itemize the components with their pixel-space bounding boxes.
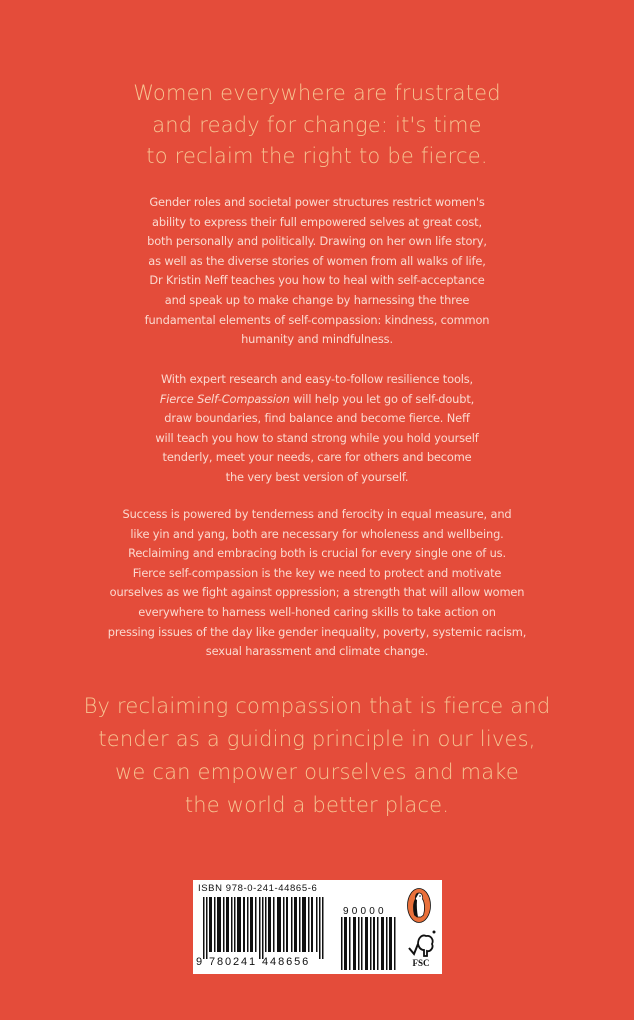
isbn-label: ISBN 978-0-241-44865-6 [198, 883, 318, 894]
paragraph-line: ourselves as we fight against oppression; a strength that will allow women [109, 585, 525, 600]
fsc-logo-icon [405, 928, 437, 968]
blurb-paragraph-2 [0, 370, 634, 488]
headline-bottom-line: we can empower ourselves and make [114, 760, 520, 784]
paragraph-line: Reclaiming and embracing both is crucial for every single one of us. [128, 546, 506, 561]
headline-bottom [0, 690, 634, 822]
paragraph-line: like yin and yang, both are necessary for wholeness and wellbeing. [130, 526, 504, 541]
headline-bottom-line: By reclaiming compassion that is fierce and [83, 694, 551, 718]
blurb-paragraph-3 [0, 505, 634, 662]
paragraph-line: and speak up to make change by harnessing the three [164, 292, 470, 307]
paragraph-line: will teach you how to stand strong while you hold yourself [155, 430, 479, 445]
paragraph-line: Dr Kristin Neff teaches you how to heal with self-acceptance [149, 273, 485, 288]
headline-bottom-line: tender as a guiding principle in our lives, [98, 727, 536, 751]
barcode-digits: 9 780241 448656 [196, 956, 311, 968]
paragraph-line: fundamental elements of self-compassion: kindness, common [144, 312, 490, 327]
isbn-barcode-icon [203, 897, 326, 959]
barcode-addon-digits: 90000 [343, 906, 387, 917]
paragraph-line: humanity and mindfulness. [241, 332, 393, 347]
headline-top-line: to reclaim the right to be fierce. [146, 144, 488, 168]
paragraph-line: Success is powered by tenderness and ferocity in equal measure, and [122, 507, 512, 521]
headline-bottom-line: the world a better place. [184, 793, 450, 817]
penguin-logo-icon [407, 888, 431, 923]
paragraph-line: sexual harassment and climate change. [205, 644, 429, 659]
paragraph-line: everywhere to harness well-honed caring skills to take action on [138, 604, 496, 619]
paragraph-line: With expert research and easy-to-follow resilience tools, [160, 372, 474, 386]
paragraph-line: ability to express their full empowered selves at great cost, [152, 214, 482, 229]
paragraph-line [0, 390, 634, 410]
book-title: Fierce Self-Compassion [159, 391, 290, 406]
paragraph-line: both personally and politically. Drawing on her own life story, [147, 234, 487, 249]
paragraph-line: pressing issues of the day like gender inequality, poverty, systemic racism, [107, 624, 527, 639]
blurb-paragraph-1 [0, 193, 634, 350]
paragraph-line: as well as the diverse stories of women from all walks of life, [148, 253, 486, 268]
headline-top-line: Women everywhere are frustrated [133, 81, 501, 105]
paragraph-line-rest: will help you let go of self-doubt, [289, 391, 475, 406]
fsc-text: FSC [412, 958, 430, 968]
addon-barcode-icon [341, 917, 396, 970]
barcode-panel [193, 880, 442, 974]
paragraph-line: tenderly, meet your needs, care for others and become [162, 450, 472, 465]
paragraph-line: the very best version of yourself. [225, 469, 409, 484]
paragraph-line: Fierce self-compassion is the key we need to protect and motivate [132, 565, 502, 580]
headline-top-line: and ready for change: it's time [152, 112, 482, 137]
paragraph-line: draw boundaries, find balance and become fierce. Neff [164, 411, 470, 426]
headline-top [0, 78, 634, 173]
paragraph-line: Gender roles and societal power structures restrict women's [149, 195, 485, 209]
